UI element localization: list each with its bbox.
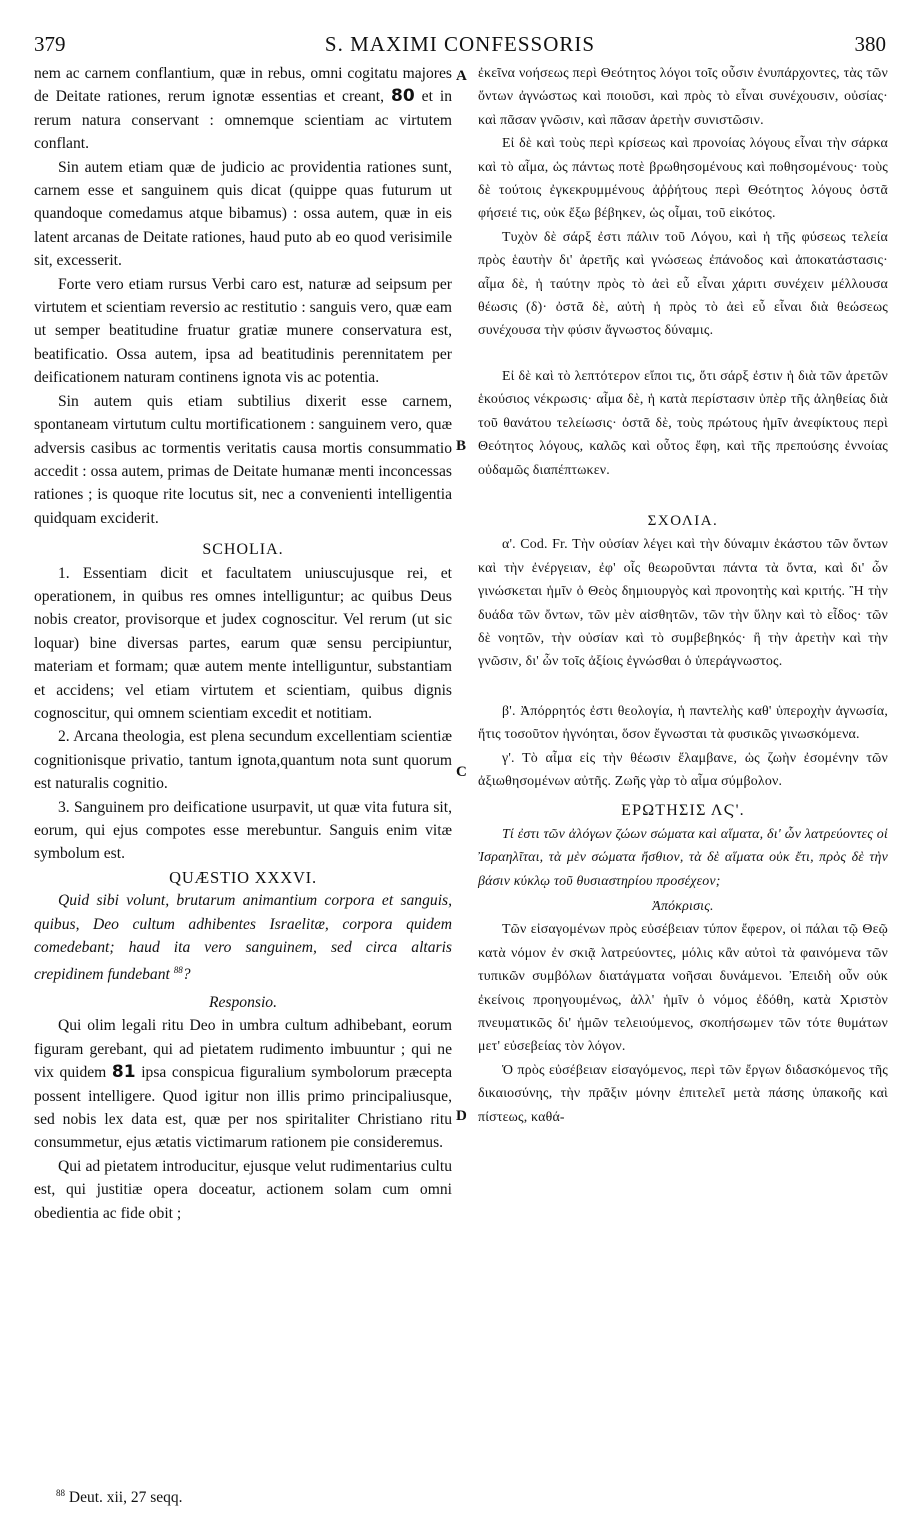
margin-letter-a: A — [456, 68, 467, 84]
latin-paragraph-1: nem ac carnem conflantium, quæ in rebus, omni cogitatu majores de Deitate rationes, rerum ignotæ essentias et creant, 80 et in rerum natura conservant : omnemque scientiam ac virtutem conflant. — [34, 65, 452, 153]
greek-response-paragraph-1: Τῶν εἰσαγομένων πρὸς εὐσέβειαν τύπον ἔφερον, οἱ πάλαι τῷ Θεῷ κατὰ νόμον ἐν σκιᾷ λατρεύοντες, μόλις κἂν αὐτοὶ τὰ φαινόμενα τῶν τυπικῶν συμβόλων διατάγματα νοῆσαι δυνάμενοι. Ἐπειδὴ οὖν οὐκ ἐκείνοις προηγουμένως, ἀλλ' ἡμῖν ὁ νόμος ἐδόθη, κατὰ Χριστὸν πνευματικῶς δι' ἡμῶν τελειούμενος, σκοπήσωμεν τῶν τότε θυμάτων μετ' εὐσεβείας τὸν λόγον. — [478, 922, 888, 1055]
greek-question-text: Τί ἐστι τῶν ἀλόγων ζώων σώματα καὶ αἵματα, δι' ὧν λατρεύοντες οἱ Ἰσραηλῖται, τὰ μὲν σώματα ἤσθιον, τὰ δὲ αἵματα οὐκ ἔτι, πρὸς δὲ τὴν βάσιν κύκλῳ τοῦ θυσιαστηρίου προσέχεον; — [478, 826, 888, 889]
greek-column — [478, 62, 888, 1129]
latin-scholia-heading: SCHOLIA. — [202, 541, 284, 559]
latin-paragraph-4: Sin autem quis etiam subtilius dixerit esse carnem, spontaneam virtutum cultu mortificationem : sanguinem vero, quæ adversis casibus ac tormentis veritatis causa mortis consummatio accedit : ossa autem, primas de Deitate humanæ menti inconcessas rationes ; is quoque rite locutus sit, nec a convenienti intelligentia quidquam exciderit. — [34, 392, 452, 527]
footnote-ref: 88 — [173, 965, 183, 976]
latin-scholion-2: 2. Arcana theologia, est plena secundum excellentiam scientiæ cognitionisque privatio, tantum ignota,quantum nota sunt quorum est naturalis cognitio. — [34, 728, 452, 793]
page-number-left: 379 — [34, 32, 66, 56]
greek-scholion-3: γ'. Τὸ αἷμα εἰς τὴν θέωσιν ἔλαμβανε, ὡς ζωὴν ἐσομένην τῶν ἀξιωθησομένων αὐτῆς. Ζωῆς γὰρ τὸ αἷμα σύμβολον. — [478, 750, 888, 789]
page-number-right: 380 — [854, 32, 886, 56]
greek-response-heading: Ἀπόκρισις. — [652, 899, 714, 914]
footnote-number: 88 — [56, 1488, 65, 1498]
latin-question-heading: QUÆSTIO XXXVI. — [169, 867, 317, 887]
greek-paragraph-3: Τυχὸν δὲ σάρξ ἐστι πάλιν τοῦ Λόγου, καὶ ἡ τῆς φύσεως τελεία πρὸς ἑαυτὴν δι' ἀρετῆς καὶ γνώσεως ἐπάνοδος καὶ ἀποκατάστασις· αἷμα δὲ, ἡ ταύτην πρὸς τὸ ἀεὶ εὖ εἶναι χάριτι συνέχειν μέλλουσα θέωσις (δ)· ὀστᾶ δὲ, αὐτὴ ἡ πρὸς τὸ ἀεὶ εὖ εἶναι διὰ θεώσεως συνέχουσα τὴν φύσιν ἄγνωστος δύναμις. — [478, 229, 888, 339]
greek-scholion-2: β'. Ἀπόρρητός ἐστι θεολογία, ἡ παντελὴς καθ' ὑπεροχὴν ἀγνωσία, ἥτις τοσοῦτον ἠγνόηται, ὅσον ἔγνωσται τὰ φυσικῶς γινωσκόμενα. — [478, 703, 888, 743]
footnote-text: Deut. xii, 27 seqq. — [68, 1489, 183, 1507]
running-title: S. MAXIMI CONFESSORIS — [324, 32, 596, 56]
latin-scholion-3: 3. Sanguinem pro deificatione usurpavit, ut quæ vita futura sit, eorum, qui ejus compotes esse merebuntur. Sanguis enim vitæ symbolum est. — [34, 798, 452, 863]
latin-response-paragraph-2: Qui ad pietatem introducitur, ejusque velut rudimentarius cultu est, qui justitiæ opera doceatur, actionem solam cum omni obedientia ac fide obit ; — [34, 1157, 452, 1222]
margin-letter-b: B — [456, 438, 467, 454]
margin-letter-d: D — [456, 1108, 467, 1124]
migne-column-number: 80 — [391, 86, 415, 107]
greek-paragraph-4: Εἰ δὲ καὶ τὸ λεπτότερον εἴποι τις, ὅτι σάρξ ἐστιν ἡ διὰ τῶν ἀρετῶν ἑκούσιος νέκρωσις· αἷμα δὲ, ἡ κατὰ περίστασιν ὑπὲρ τῆς ἀληθείας διὰ τοῦ θανάτου τελείωσις· ὀστᾶ δὲ, τοὺς πρώτους ἡμῖν ἀνεφίκτους περὶ Θεότητος λόγους, καλῶς καὶ οὗτος ἔφη, καὶ τῆς πρεπούσης ἐννοίας οὐδαμῶς διαπέπτωκεν. — [478, 368, 888, 478]
greek-paragraph-2: Εἰ δὲ καὶ τοὺς περὶ κρίσεως καὶ προνοίας λόγους εἶναι τὴν σάρκα καὶ τὸ αἷμα, ὡς πάντως ποτὲ βρωθησομένους καὶ ποθησομένους· τοὺς δὲ τούτοις ἐγκεκρυμμένους ἀῤῥήτους περὶ Θεότητος λόγους ὀστᾶ φήσειέ τις, οὐκ ἔξω βέβηκεν, ὡς οἶμαι, τοῦ εἰκότος. — [478, 136, 888, 222]
greek-scholion-1: α'. Cod. Fr. Τὴν οὐσίαν λέγει καὶ τὴν δύναμιν ἑκάστου τῶν ὄντων καὶ τὴν ἐνέργειαν, ἐφ' οἷς θεωροῦνται πάντα τὰ ὄντα, καὶ δι' ὧν γινώσκεται ἡμῖν ὁ Θεὸς δημιουργὸς καὶ προνοητὴς καὶ κριτής. Ἢ τὴν δυάδα τῶν ὄντων, τῶν μὲν αἰσθητῶν, τῶν τὴν ὕλην καὶ τὸ εἶδος· τῶν δὲ νοητῶν, τὴν οὐσίαν καὶ τὸ συμβεβηκός· ἢ τὴν ἀρετὴν καὶ τὴν γνῶσιν, δι' ὧν τοῖς ἀξίοις ἐγνώσθαι ὁ ὑπεράγνωστος. — [478, 537, 888, 670]
greek-scholia-heading: ΣΧΟΛΙΑ. — [647, 512, 719, 529]
greek-response-paragraph-2: Ὁ πρὸς εὐσέβειαν εἰσαγόμενος, περὶ τῶν ἔργων διδασκόμενος τῆς δικαιοσύνης, τὴν πρᾶξιν μόνην ἐπιτελεῖ μετὰ πάσης ὑπακοῆς καὶ πίστεως, καθά- — [478, 1062, 888, 1125]
latin-question-text: Quid sibi volunt, brutarum animantium corpora et sanguis, quibus, Deo cultum adhibentes Israelitæ, corpora quidem comedebant; haud ita vero sanguinem, sed circa altaris crepidinem fundebant $^{88}$? — [34, 892, 452, 984]
latin-scholion-1: 1. Essentiam dicit et facultatem uniuscujusque rei, et operationem, in quibus res omnes intelliguntur; ac quibus Deus nobis creator, provisorque et judex cognoscitur. Vel rerum (ut sic loquar) bine diversas partes, earum quæ sensu percipiuntur, materiam et formam; quæ autem mente intelliguntur, substantiam et accidens; vel etiam virtutem et scientiam, quibus dignis cognoscitur, qui omnem scientiam excedit et notitiam. — [34, 564, 452, 722]
footnote — [56, 1488, 183, 1507]
greek-paragraph-1: ἐκεῖνα νοήσεως περὶ Θεότητος λόγοι τοῖς οὖσιν ἐνυπάρχοντες, τὰς τῶν ὄντων ἀγνώστως καὶ ποιοῦσι, καὶ πρὸς τὸ εἶναι συνέχουσιν, οὐσίας· καὶ πᾶσαν γνῶσιν, καὶ πᾶσαν ἀρετὴν συνιστῶσιν. — [478, 66, 888, 128]
latin-paragraph-3: Forte vero etiam rursus Verbi caro est, naturæ ad seipsum per virtutem et scientiam reversio ac restitutio : sanguis vero, quæ eam ut semper beatitudine fruatur gratiæ munere conservatura est, beatificatio. Ossa autem, ipsa ad beatitudinis perennitatem per deificationem naturam continens ignota vis ac potentia. — [34, 275, 452, 387]
latin-response-heading: Responsio. — [208, 994, 277, 1012]
margin-letter-c: C — [456, 764, 467, 780]
latin-paragraph-2: Sin autem etiam quæ de judicio ac providentia rationes sunt, carnem esse et sanguinem quis dicat (quippe quas futurum ut quandoque comedamus atque bibamus) : ossa autem, quæ in eis latent arcanas de Deitate rationes, haud puto ab eo quod verisimile sit, excesserit. — [34, 158, 452, 270]
latin-response-paragraph-1: Qui olim legali ritu Deo in umbra cultum adhibebant, eorum figuram gerebant, qui ad pietatem rudimento imbuuntur ; qui ne vix quidem 81 ipsa conspicua figuralium symbolorum præcepta possent intelligere. Quod igitur non illis primo principaliusque, sed nobis lex data est, quæ per nos spiritaliter Christiano ritu consummetur, ejus ætatis victimarum rationem pie consideremus. — [34, 1017, 453, 1152]
running-header — [34, 32, 886, 62]
migne-column-number-2: 81 — [111, 1062, 136, 1083]
greek-question-heading: ΕΡΩΤΗΣΙΣ ΛϚ'. — [621, 802, 745, 820]
latin-column — [34, 62, 452, 1225]
